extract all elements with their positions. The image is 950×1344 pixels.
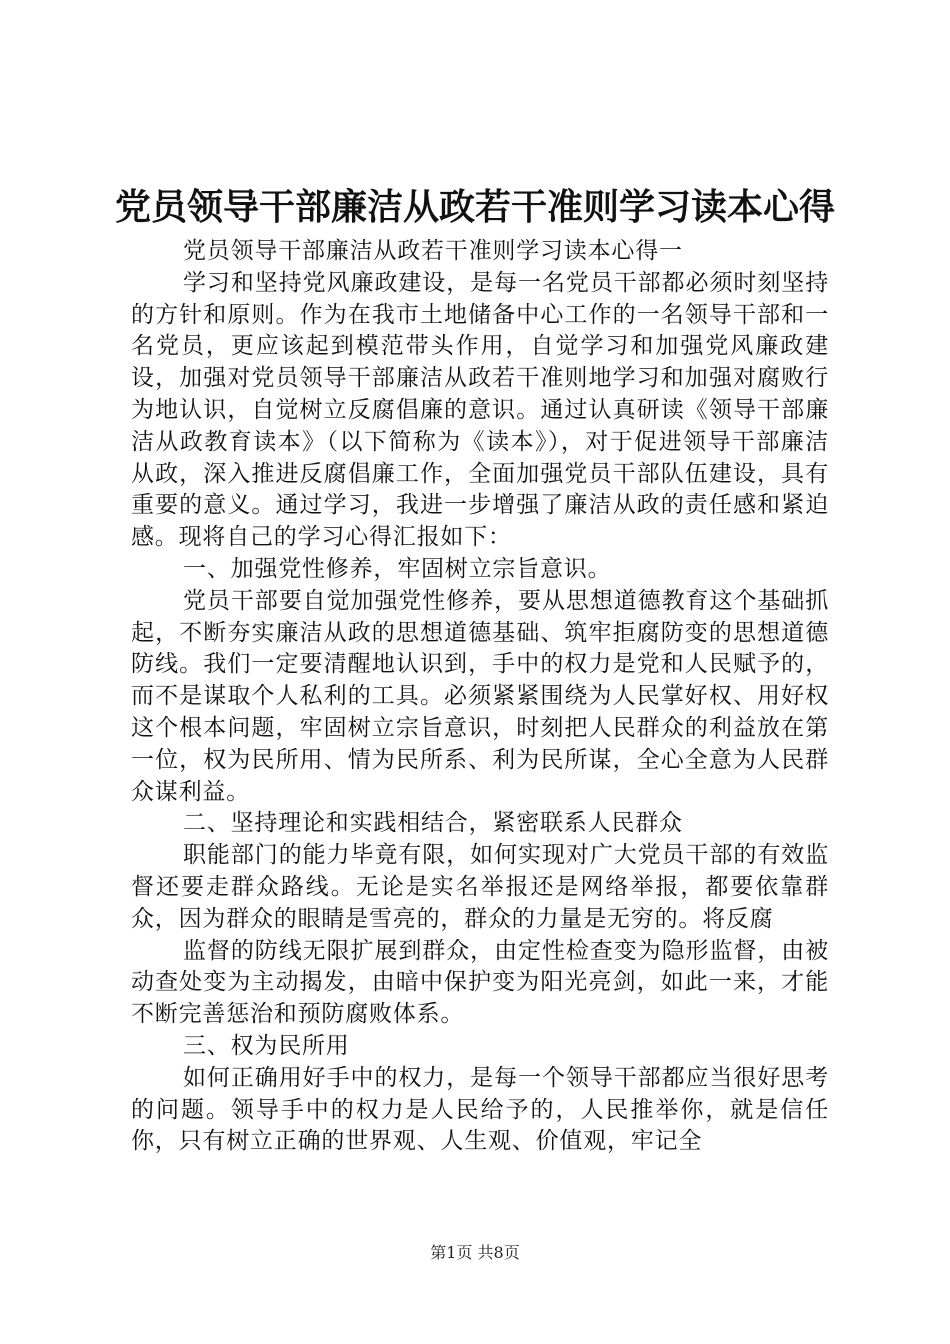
document-body	[131, 236, 829, 1158]
document-title: 党员领导干部廉洁从政若干准则学习读本心得	[114, 186, 835, 228]
page-number-footer: 第1页 共8页	[430, 1243, 520, 1262]
section-heading-2: 二、坚持理论和实践相结合，紧密联系人民群众	[183, 810, 683, 837]
section-heading-1: 一、加强党性修养，牢固树立宗旨意识。	[183, 555, 612, 582]
paragraph-section-2a: 职能部门的能力毕竟有限，如何实现对广大党员干部的有效监督还要走群众路线。无论是实名举报还是网络举报，都要依靠群众，因为群众的眼睛是雪亮的，群众的力量是无穷的。将反腐	[131, 842, 829, 932]
paragraph-subtitle: 党员领导干部廉洁从政若干准则学习读本心得一	[183, 238, 683, 264]
paragraph-section-1: 党员干部要自觉加强党性修养，要从思想道德教育这个基础抓起，不断夯实廉洁从政的思想道德基础、筑牢拒腐防变的思想道德防线。我们一定要清醒地认识到，手中的权力是党和人民赋予的，而不是谋取个人私利的工具。必须紧紧围绕为人民掌好权、用好权这个根本问题，牢固树立宗旨意识，时刻把人民群众的利益放在第一位，权为民所用、情为民所系、利为民所谋，全心全意为人民群众谋利益。	[131, 587, 829, 805]
paragraph-intro: 学习和坚持党风廉政建设，是每一名党员干部都必须时刻坚持的方针和原则。作为在我市土地储备中心工作的一名领导干部和一名党员，更应该起到模范带头作用，自觉学习和加强党风廉政建设，加强对党员领导干部廉洁从政若干准则地学习和加强对腐败行为地认识，自觉树立反腐倡廉的意识。通过认真研读《领导干部廉洁从政教育读本》（以下简称为《读本》），对于促进领导干部廉洁从政，深入推进反腐倡廉工作，全面加强党员干部队伍建设，具有重要的意义。通过学习，我进一步增强了廉洁从政的责任感和紧迫感。现将自己的学习心得汇报如下：	[131, 269, 829, 551]
paragraph-section-3: 如何正确用好手中的权力，是每一个领导干部都应当很好思考的问题。领导手中的权力是人民给予的，人民推举你，就是信任你，只有树立正确的世界观、人生观、价值观，牢记全	[131, 1064, 829, 1155]
section-heading-3: 三、权为民所用	[183, 1032, 350, 1059]
paragraph-section-2b: 监督的防线无限扩展到群众，由定性检查变为隐形监督，由被动查处变为主动揭发，由暗中保护变为阳光亮剑，如此一来，才能不断完善惩治和预防腐败体系。	[131, 937, 829, 1028]
